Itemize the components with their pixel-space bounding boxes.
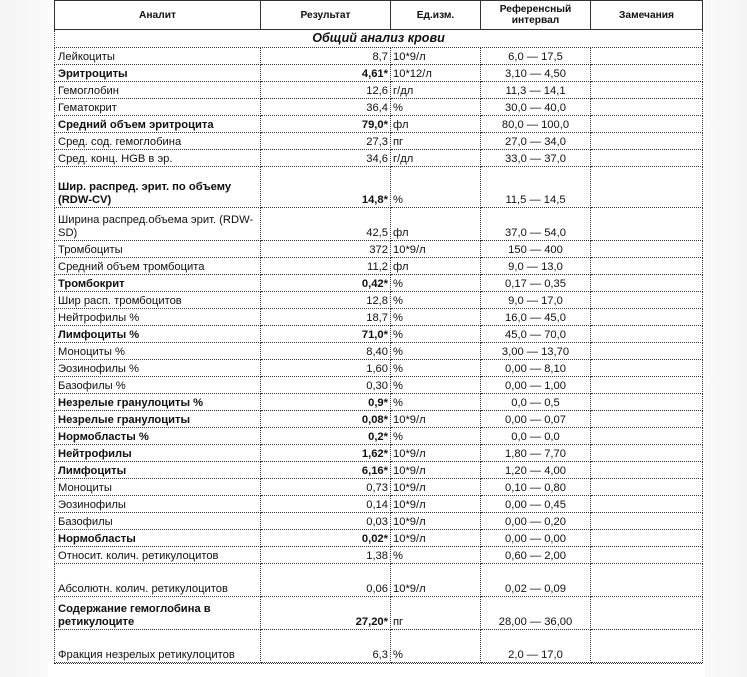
- table-row: [55, 394, 703, 411]
- result-cell: 8,40: [261, 343, 391, 360]
- reference-cell: 6,0 — 17,5: [481, 48, 591, 65]
- analyte-cell: Средний объем тромбоцита: [55, 258, 261, 275]
- analyte-cell: Содержание гемоглобина в ретикулоците: [55, 597, 261, 630]
- unit-cell: 10*12/л: [391, 65, 481, 82]
- result-cell: 4,61*: [261, 65, 391, 82]
- unit-cell: фл: [391, 116, 481, 133]
- analyte-cell: Нейтрофилы: [55, 445, 261, 462]
- table-row: [55, 309, 703, 326]
- table-row: [55, 326, 703, 343]
- table-row: [55, 343, 703, 360]
- result-cell: 8,7: [261, 48, 391, 65]
- analyte-cell: Средний объем эритроцита: [55, 116, 261, 133]
- analyte-cell: Сред. сод. гемоглобина: [55, 133, 261, 150]
- analyte-cell: Тромбоциты: [55, 241, 261, 258]
- section-title: Общий анализ крови: [55, 30, 703, 48]
- unit-cell: %: [391, 99, 481, 116]
- unit-cell: %: [391, 326, 481, 343]
- analyte-cell: Сред. конц. HGB в эр.: [55, 150, 261, 167]
- unit-cell: %: [391, 394, 481, 411]
- remark-cell: [591, 479, 703, 496]
- result-cell: 1,38: [261, 547, 391, 564]
- table-row: [55, 360, 703, 377]
- result-cell: 0,30: [261, 377, 391, 394]
- analyte-cell: Моноциты %: [55, 343, 261, 360]
- analyte-cell: Тромбокрит: [55, 275, 261, 292]
- reference-cell: 30,0 — 40,0: [481, 99, 591, 116]
- reference-cell: 150 — 400: [481, 241, 591, 258]
- reference-cell: 0,02 — 0,09: [481, 564, 591, 597]
- remark-cell: [591, 343, 703, 360]
- blood-test-table: [54, 0, 703, 663]
- unit-cell: 10*9/л: [391, 479, 481, 496]
- unit-cell: 10*9/л: [391, 564, 481, 597]
- analyte-cell: Фракция незрелых ретикулоцитов: [55, 630, 261, 663]
- remark-cell: [591, 150, 703, 167]
- column-header-analyte: Аналит: [55, 1, 261, 30]
- result-cell: 0,73: [261, 479, 391, 496]
- remark-cell: [591, 530, 703, 547]
- table-row: [55, 99, 703, 116]
- reference-cell: 0,00 — 0,20: [481, 513, 591, 530]
- result-cell: 0,08*: [261, 411, 391, 428]
- unit-cell: %: [391, 630, 481, 663]
- table-row: [55, 48, 703, 65]
- unit-cell: 10*9/л: [391, 241, 481, 258]
- remark-cell: [591, 428, 703, 445]
- result-cell: 0,2*: [261, 428, 391, 445]
- lab-report-sheet: [54, 0, 702, 663]
- reference-cell: 9,0 — 13,0: [481, 258, 591, 275]
- unit-cell: 10*9/л: [391, 445, 481, 462]
- remark-cell: [591, 326, 703, 343]
- analyte-cell: Лейкоциты: [55, 48, 261, 65]
- analyte-cell: Нормобласты: [55, 530, 261, 547]
- reference-cell: 1,80 — 7,70: [481, 445, 591, 462]
- table-bottom-border: [54, 663, 702, 664]
- table-row: [55, 530, 703, 547]
- unit-cell: %: [391, 292, 481, 309]
- remark-cell: [591, 99, 703, 116]
- column-header-unit: Ед.изм.: [391, 1, 481, 30]
- analyte-cell: Незрелые гранулоциты: [55, 411, 261, 428]
- unit-cell: %: [391, 167, 481, 208]
- result-cell: 0,14: [261, 496, 391, 513]
- unit-cell: фл: [391, 208, 481, 241]
- remark-cell: [591, 411, 703, 428]
- table-row: [55, 428, 703, 445]
- table-row: [55, 411, 703, 428]
- reference-cell: 45,0 — 70,0: [481, 326, 591, 343]
- result-cell: 0,9*: [261, 394, 391, 411]
- unit-cell: пг: [391, 133, 481, 150]
- remark-cell: [591, 258, 703, 275]
- remark-cell: [591, 208, 703, 241]
- reference-cell: 0,0 — 0,0: [481, 428, 591, 445]
- reference-cell: 0,10 — 0,80: [481, 479, 591, 496]
- table-row: [55, 547, 703, 564]
- remark-cell: [591, 547, 703, 564]
- reference-cell: 0,00 — 1,00: [481, 377, 591, 394]
- result-cell: 14,8*: [261, 167, 391, 208]
- remark-cell: [591, 48, 703, 65]
- section-title-row: [55, 30, 703, 48]
- analyte-cell: Нейтрофилы %: [55, 309, 261, 326]
- unit-cell: %: [391, 309, 481, 326]
- analyte-cell: Гематокрит: [55, 99, 261, 116]
- table-row: [55, 377, 703, 394]
- analyte-cell: Лимфоциты: [55, 462, 261, 479]
- remark-cell: [591, 116, 703, 133]
- reference-cell: 0,00 — 0,45: [481, 496, 591, 513]
- table-row: [55, 597, 703, 630]
- result-cell: 27,3: [261, 133, 391, 150]
- analyte-cell: Базофилы: [55, 513, 261, 530]
- remark-cell: [591, 360, 703, 377]
- result-cell: 27,20*: [261, 597, 391, 630]
- result-cell: 1,60: [261, 360, 391, 377]
- reference-cell: 27,0 — 34,0: [481, 133, 591, 150]
- analyte-cell: Шир расп. тромбоцитов: [55, 292, 261, 309]
- remark-cell: [591, 564, 703, 597]
- analyte-cell: Нормобласты %: [55, 428, 261, 445]
- result-cell: 6,16*: [261, 462, 391, 479]
- result-cell: 36,4: [261, 99, 391, 116]
- result-cell: 0,42*: [261, 275, 391, 292]
- reference-cell: 9,0 — 17,0: [481, 292, 591, 309]
- column-header-result: Результат: [261, 1, 391, 30]
- unit-cell: %: [391, 547, 481, 564]
- remark-cell: [591, 377, 703, 394]
- reference-cell: 33,0 — 37,0: [481, 150, 591, 167]
- table-row: [55, 462, 703, 479]
- analyte-cell: Абсолютн. колич. ретикулоцитов: [55, 564, 261, 597]
- unit-cell: 10*9/л: [391, 513, 481, 530]
- reference-cell: 0,17 — 0,35: [481, 275, 591, 292]
- result-cell: 0,02*: [261, 530, 391, 547]
- table-row: [55, 241, 703, 258]
- reference-cell: 2,0 — 17,0: [481, 630, 591, 663]
- result-cell: 0,06: [261, 564, 391, 597]
- table-row: [55, 275, 703, 292]
- table-row: [55, 513, 703, 530]
- unit-cell: г/дл: [391, 150, 481, 167]
- table-row: [55, 167, 703, 208]
- table-row: [55, 496, 703, 513]
- reference-cell: 3,00 — 13,70: [481, 343, 591, 360]
- table-header-row: [55, 1, 703, 30]
- analyte-cell: Моноциты: [55, 479, 261, 496]
- reference-cell: 0,0 — 0,5: [481, 394, 591, 411]
- reference-cell: 0,00 — 0,07: [481, 411, 591, 428]
- remark-cell: [591, 309, 703, 326]
- reference-cell: 0,00 — 0,00: [481, 530, 591, 547]
- column-header-reference: Референсный интервал: [481, 1, 591, 30]
- remark-cell: [591, 82, 703, 99]
- analyte-cell: Ширина распред.объема эрит. (RDW-SD): [55, 208, 261, 241]
- reference-cell: 80,0 — 100,0: [481, 116, 591, 133]
- unit-cell: %: [391, 428, 481, 445]
- page-margin-left: [0, 0, 48, 677]
- remark-cell: [591, 394, 703, 411]
- page-margin-right: [705, 0, 747, 677]
- remark-cell: [591, 513, 703, 530]
- remark-cell: [591, 462, 703, 479]
- analyte-cell: Шир. распред. эрит. по объему (RDW-CV): [55, 167, 261, 208]
- result-cell: 34,6: [261, 150, 391, 167]
- result-cell: 372: [261, 241, 391, 258]
- reference-cell: 16,0 — 45,0: [481, 309, 591, 326]
- remark-cell: [591, 133, 703, 150]
- reference-cell: 0,00 — 8,10: [481, 360, 591, 377]
- result-cell: 18,7: [261, 309, 391, 326]
- unit-cell: 10*9/л: [391, 48, 481, 65]
- analyte-cell: Относит. колич. ретикулоцитов: [55, 547, 261, 564]
- table-row: [55, 208, 703, 241]
- table-row: [55, 258, 703, 275]
- result-cell: 79,0*: [261, 116, 391, 133]
- reference-cell: 1,20 — 4,00: [481, 462, 591, 479]
- reference-cell: 11,3 — 14,1: [481, 82, 591, 99]
- reference-cell: 11,5 — 14,5: [481, 167, 591, 208]
- unit-cell: %: [391, 377, 481, 394]
- reference-cell: 37,0 — 54,0: [481, 208, 591, 241]
- unit-cell: фл: [391, 258, 481, 275]
- unit-cell: 10*9/л: [391, 411, 481, 428]
- table-row: [55, 445, 703, 462]
- table-row: [55, 630, 703, 663]
- table-body: [55, 30, 703, 663]
- remark-cell: [591, 241, 703, 258]
- column-header-remarks: Замечания: [591, 1, 703, 30]
- table-row: [55, 479, 703, 496]
- remark-cell: [591, 167, 703, 208]
- remark-cell: [591, 275, 703, 292]
- table-row: [55, 65, 703, 82]
- remark-cell: [591, 445, 703, 462]
- unit-cell: 10*9/л: [391, 496, 481, 513]
- unit-cell: 10*9/л: [391, 530, 481, 547]
- analyte-cell: Базофилы %: [55, 377, 261, 394]
- unit-cell: г/дл: [391, 82, 481, 99]
- result-cell: 1,62*: [261, 445, 391, 462]
- unit-cell: 10*9/л: [391, 462, 481, 479]
- remark-cell: [591, 496, 703, 513]
- table-row: [55, 564, 703, 597]
- result-cell: 0,03: [261, 513, 391, 530]
- analyte-cell: Незрелые гранулоциты %: [55, 394, 261, 411]
- table-row: [55, 116, 703, 133]
- result-cell: 42,5: [261, 208, 391, 241]
- reference-cell: 28,00 — 36,00: [481, 597, 591, 630]
- result-cell: 12,8: [261, 292, 391, 309]
- unit-cell: %: [391, 343, 481, 360]
- table-row: [55, 133, 703, 150]
- remark-cell: [591, 630, 703, 663]
- result-cell: 11,2: [261, 258, 391, 275]
- reference-cell: 3,10 — 4,50: [481, 65, 591, 82]
- result-cell: 12,6: [261, 82, 391, 99]
- reference-cell: 0,60 — 2,00: [481, 547, 591, 564]
- unit-cell: %: [391, 275, 481, 292]
- table-row: [55, 82, 703, 99]
- remark-cell: [591, 292, 703, 309]
- analyte-cell: Лимфоциты %: [55, 326, 261, 343]
- remark-cell: [591, 65, 703, 82]
- analyte-cell: Гемоглобин: [55, 82, 261, 99]
- result-cell: 71,0*: [261, 326, 391, 343]
- analyte-cell: Эритроциты: [55, 65, 261, 82]
- analyte-cell: Эозинофилы: [55, 496, 261, 513]
- result-cell: 6,3: [261, 630, 391, 663]
- table-row: [55, 292, 703, 309]
- table-row: [55, 150, 703, 167]
- remark-cell: [591, 597, 703, 630]
- unit-cell: пг: [391, 597, 481, 630]
- unit-cell: %: [391, 360, 481, 377]
- analyte-cell: Эозинофилы %: [55, 360, 261, 377]
